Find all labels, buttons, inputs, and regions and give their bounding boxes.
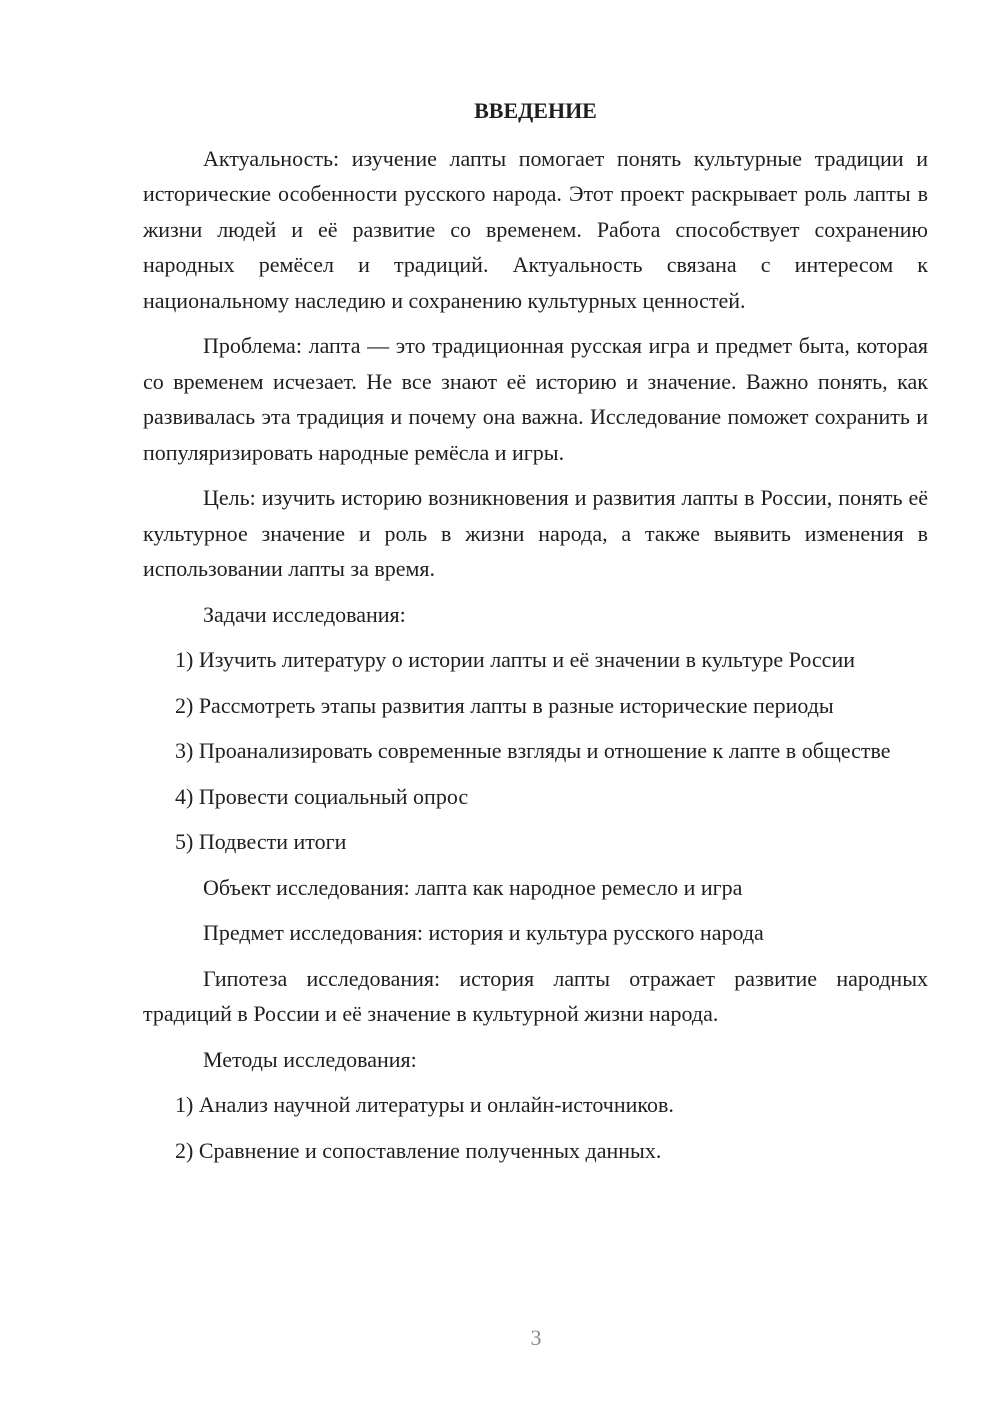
paragraph-subject: Предмет исследования: история и культура русского народа (203, 920, 764, 945)
methods-heading: Методы исследования: (203, 1046, 417, 1072)
paragraph-goal: Цель: изучить историю возникновения и развития лапты в России, понять её культурное значение и роль в жизни народа, а также выявить изменения в использовании лапты за время. (143, 485, 928, 581)
task-item-5: 5) Подвести итоги (175, 829, 347, 854)
paragraph-object: Объект исследования: лапта как народное ремесло и игра (203, 874, 743, 900)
task-item-1: 1) Изучить литературу о истории лапты и её значении в культуре России (175, 647, 855, 672)
paragraph-problem: Проблема: лапта — это традиционная русская игра и предмет быта, которая со временем исчезает. Не все знают её историю и значение. Важно понять, как развивалась эта традиция и почему она важна. Исследование поможет сохранить и популяризировать народные ремёсла и игры. (143, 333, 928, 465)
document-page (143, 93, 928, 1178)
page-number: 3 (530, 1325, 542, 1350)
paragraph-relevance: Актуальность: изучение лапты помогает понять культурные традиции и исторические особенности русского народа. Этот проект раскрывает роль лапты в жизни людей и её развитие со временем. Работа способствует сохранению народных ремёсел и традиций. Актуальность связана с интересом к национальному наследию и сохранению культурных ценностей. (143, 145, 928, 313)
task-item-3: 3) Проанализировать современные взгляды и отношение к лапте в обществе (175, 738, 891, 763)
method-item-1: 1) Анализ научной литературы и онлайн-источников. (175, 1092, 674, 1117)
paragraph-hypothesis: Гипотеза исследования: история лапты отражает развитие народных традиций в России и её значение в культурной жизни народа. (143, 965, 928, 1026)
method-item-2: 2) Сравнение и сопоставление полученных данных. (175, 1137, 662, 1163)
task-item-2: 2) Рассмотреть этапы развития лапты в разные исторические периоды (175, 692, 834, 718)
tasks-heading: Задачи исследования: (203, 601, 406, 627)
task-item-4: 4) Провести социальный опрос (175, 783, 469, 809)
page-title: ВВЕДЕНИЕ (474, 98, 597, 123)
